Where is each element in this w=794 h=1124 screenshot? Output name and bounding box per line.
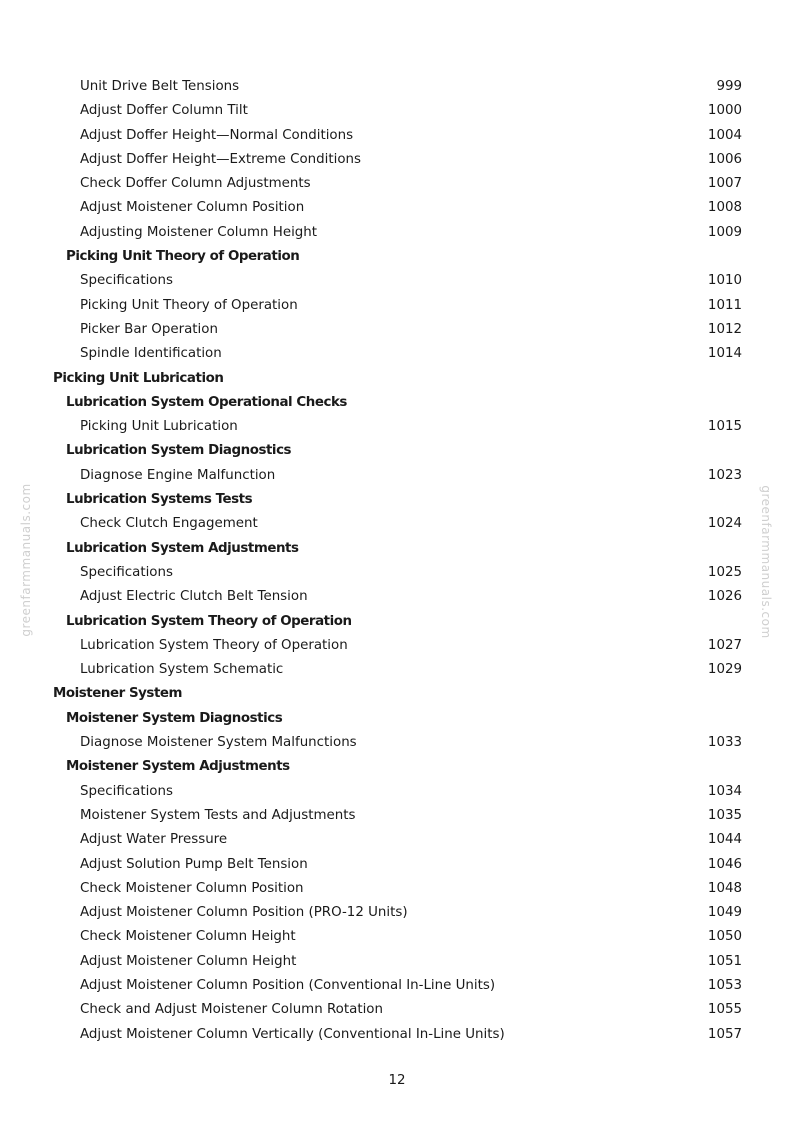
toc-entry-title: Check Moistener Column Height xyxy=(80,929,296,945)
toc-section-heading[interactable] xyxy=(0,367,794,391)
toc-entry-page-number: 1053 xyxy=(707,977,742,993)
toc-entry-title: Adjust Moistener Column Vertically (Conventional In-Line Units) xyxy=(80,1026,505,1042)
toc-entry[interactable] xyxy=(0,269,794,293)
toc-entry-page-number: 1004 xyxy=(707,127,742,143)
toc-entry-title: Adjust Moistener Column Height xyxy=(80,953,297,969)
toc-entry[interactable] xyxy=(0,294,794,318)
toc-entry[interactable] xyxy=(0,124,794,148)
toc-entry-title: Lubrication System Schematic xyxy=(80,662,284,678)
toc-entry-page-number: 1033 xyxy=(707,735,742,751)
toc-subsection-heading[interactable] xyxy=(0,245,794,269)
toc-entry-title: Adjust Moistener Column Position xyxy=(80,200,305,216)
toc-entry-title: Moistener System xyxy=(53,686,183,702)
toc-entry[interactable] xyxy=(0,99,794,123)
toc-entry-title: Picking Unit Lubrication xyxy=(53,370,224,386)
toc-entry[interactable] xyxy=(0,925,794,949)
toc-entry-title: Lubrication System Operational Checks xyxy=(66,394,347,410)
toc-entry-title: Adjust Electric Clutch Belt Tension xyxy=(80,589,308,605)
toc-entry-title: Picker Bar Operation xyxy=(80,321,218,337)
toc-entry-page-number: 1008 xyxy=(707,200,742,216)
toc-entry-title: Lubrication System Theory of Operation xyxy=(80,637,348,653)
toc-entry-title: Moistener System Adjustments xyxy=(66,759,290,775)
toc-entry[interactable] xyxy=(0,780,794,804)
toc-entry[interactable] xyxy=(0,172,794,196)
toc-entry-title: Lubrication Systems Tests xyxy=(66,492,253,508)
toc-subsection-heading[interactable] xyxy=(0,391,794,415)
page-number: 12 xyxy=(388,1073,406,1088)
toc-entry-page-number: 1006 xyxy=(707,151,742,167)
toc-entry[interactable] xyxy=(0,901,794,925)
toc-entry-page-number: 1044 xyxy=(707,832,742,848)
toc-entry[interactable] xyxy=(0,1023,794,1047)
toc-entry[interactable] xyxy=(0,998,794,1022)
toc-entry-title: Adjust Moistener Column Position (PRO-12 Units) xyxy=(80,905,408,921)
toc-entry[interactable] xyxy=(0,804,794,828)
toc-entry-page-number: 1035 xyxy=(707,807,742,823)
toc-entry-title: Diagnose Moistener System Malfunctions xyxy=(80,735,357,751)
toc-entry-title: Adjusting Moistener Column Height xyxy=(80,224,318,240)
toc-entry-page-number: 1046 xyxy=(707,856,742,872)
toc-entry-title: Specifications xyxy=(80,564,173,580)
toc-entry[interactable] xyxy=(0,318,794,342)
toc-entry-title: Lubrication System Adjustments xyxy=(66,540,299,556)
toc-entry-page-number: 1049 xyxy=(707,905,742,921)
toc-entry[interactable] xyxy=(0,148,794,172)
toc-entry-page-number: 1050 xyxy=(707,929,742,945)
toc-entry-title: Adjust Doffer Height—Normal Conditions xyxy=(80,127,354,143)
toc-entry[interactable] xyxy=(0,464,794,488)
toc-entry-page-number: 999 xyxy=(716,79,742,94)
toc-subsection-heading[interactable] xyxy=(0,439,794,463)
toc-entry-title: Adjust Doffer Height—Extreme Conditions xyxy=(80,151,362,167)
watermark-right: greenfarmmanuals.com xyxy=(759,485,773,639)
toc-entry-title: Check Clutch Engagement xyxy=(80,516,258,532)
toc-entry-title: Check Doffer Column Adjustments xyxy=(80,176,311,192)
toc-entry[interactable] xyxy=(0,221,794,245)
toc-entry-title: Adjust Solution Pump Belt Tension xyxy=(80,856,308,872)
toc-entry-title: Diagnose Engine Malfunction xyxy=(80,467,276,483)
toc-entry-page-number: 1023 xyxy=(707,467,742,483)
toc-subsection-heading[interactable] xyxy=(0,610,794,634)
toc-entry-page-number: 1055 xyxy=(707,1002,742,1018)
toc-entry-page-number: 1027 xyxy=(707,637,742,653)
toc-entry-page-number: 1015 xyxy=(707,419,742,435)
toc-entry-title: Check Moistener Column Position xyxy=(80,880,304,896)
toc-entry-page-number: 1011 xyxy=(707,297,742,313)
toc-entry[interactable] xyxy=(0,196,794,220)
toc-entry-page-number: 1024 xyxy=(707,516,742,532)
toc-subsection-heading[interactable] xyxy=(0,755,794,779)
toc-entry[interactable] xyxy=(0,512,794,536)
toc-entry-title: Lubrication System Diagnostics xyxy=(66,443,292,459)
toc-entry-page-number: 1010 xyxy=(707,273,742,289)
toc-entry[interactable] xyxy=(0,75,794,99)
toc-entry-title: Specifications xyxy=(80,783,173,799)
toc-entry-title: Picking Unit Theory of Operation xyxy=(80,297,298,313)
toc-entry-page-number: 1057 xyxy=(707,1026,742,1042)
toc-section-heading[interactable] xyxy=(0,682,794,706)
watermark-left: greenfarmmanuals.com xyxy=(19,483,33,637)
toc-entry-page-number: 1029 xyxy=(707,662,742,678)
toc-entry-title: Moistener System Diagnostics xyxy=(66,710,283,726)
toc-entry-title: Unit Drive Belt Tensions xyxy=(80,79,240,94)
toc-entry-page-number: 1000 xyxy=(707,103,742,119)
toc-entry-page-number: 1051 xyxy=(707,953,742,969)
toc-entry-title: Picking Unit Lubrication xyxy=(80,419,238,435)
toc-entry[interactable] xyxy=(0,658,794,682)
toc-entry-title: Check and Adjust Moistener Column Rotation xyxy=(80,1002,383,1018)
toc-entry-title: Picking Unit Theory of Operation xyxy=(66,249,300,265)
toc-entry[interactable] xyxy=(0,828,794,852)
toc-entry-page-number: 1048 xyxy=(707,880,742,896)
toc-entry-page-number: 1007 xyxy=(707,176,742,192)
toc-entry-page-number: 1009 xyxy=(707,224,742,240)
toc-entry-title: Adjust Water Pressure xyxy=(80,832,228,848)
toc-entry[interactable] xyxy=(0,415,794,439)
toc-entry[interactable] xyxy=(0,974,794,998)
toc-entry-page-number: 1025 xyxy=(707,564,742,580)
toc-entry[interactable] xyxy=(0,853,794,877)
toc-entry[interactable] xyxy=(0,877,794,901)
toc-entry-page-number: 1034 xyxy=(707,783,742,799)
toc-entry[interactable] xyxy=(0,585,794,609)
toc-entry-page-number: 1012 xyxy=(707,321,742,337)
toc-subsection-heading[interactable] xyxy=(0,488,794,512)
toc-subsection-heading[interactable] xyxy=(0,537,794,561)
toc-entry[interactable] xyxy=(0,561,794,585)
toc-subsection-heading[interactable] xyxy=(0,707,794,731)
toc-entry[interactable] xyxy=(0,731,794,755)
toc-entry[interactable] xyxy=(0,950,794,974)
toc-entry-title: Specifications xyxy=(80,273,173,289)
toc-entry-title: Moistener System Tests and Adjustments xyxy=(80,807,356,823)
toc-entry-page-number: 1014 xyxy=(707,346,742,362)
toc-entry-title: Lubrication System Theory of Operation xyxy=(66,613,352,629)
toc-entry[interactable] xyxy=(0,342,794,366)
toc-entry-title: Spindle Identification xyxy=(80,346,222,362)
toc-entry[interactable] xyxy=(0,634,794,658)
table-of-contents xyxy=(0,75,794,1047)
toc-entry-title: Adjust Moistener Column Position (Conventional In-Line Units) xyxy=(80,977,496,993)
toc-entry-title: Adjust Doffer Column Tilt xyxy=(80,103,248,119)
toc-entry-page-number: 1026 xyxy=(707,589,742,605)
